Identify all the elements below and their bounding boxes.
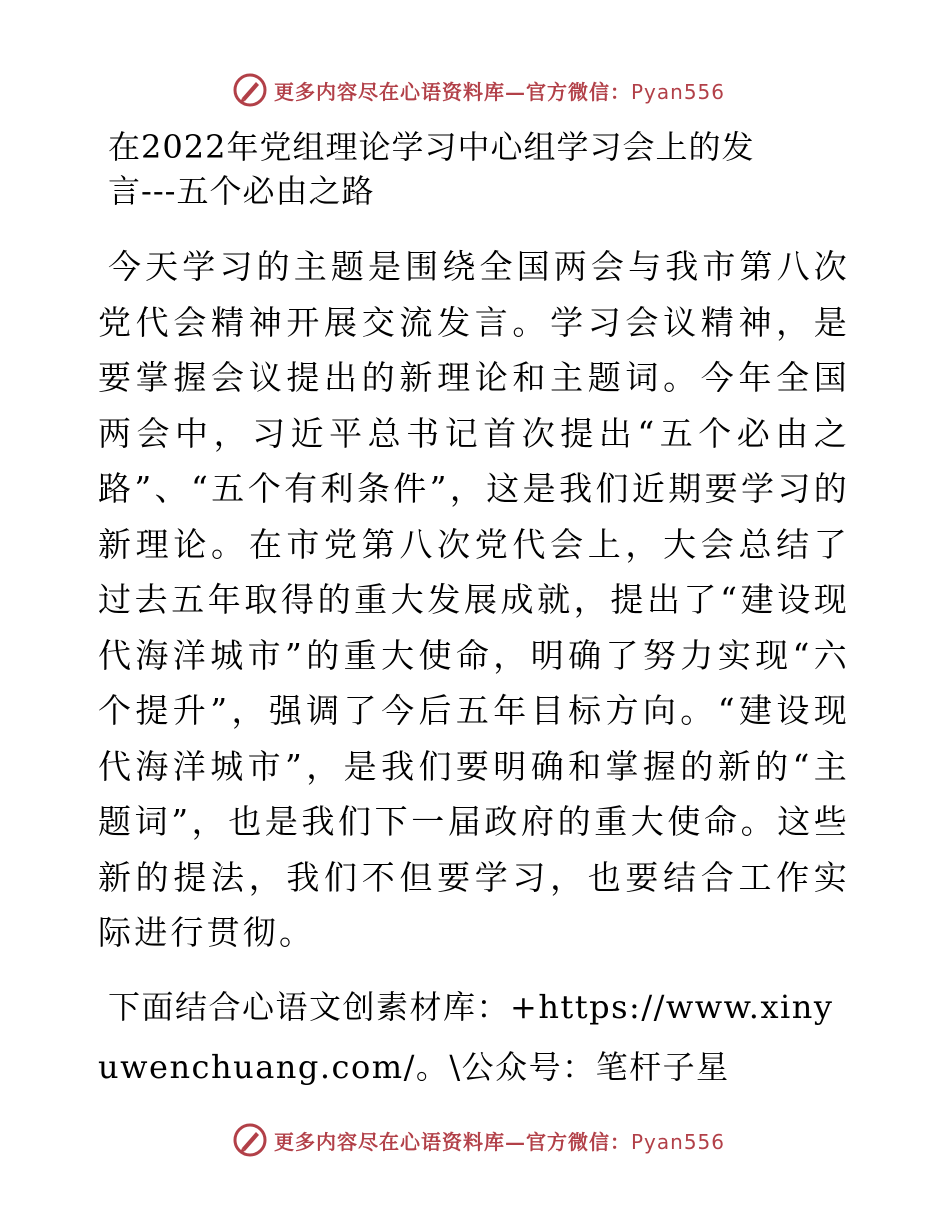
header-watermark [232,72,725,108]
watermark-wechat-id: Pyan556 [631,79,726,104]
pen-logo-icon [232,1122,268,1158]
watermark-text: 更多内容尽在心语资料库—官方微信：Pyan556 [274,1129,726,1154]
watermark-text: 更多内容尽在心语资料库—官方微信：Pyan556 [274,79,726,104]
document-body [98,125,858,1097]
body-paragraph: 下面结合心语文创素材库：+https://www.xinyuwenchuang.com/。\公众号：笔杆子星 [98,987,834,1086]
document-title: 在2022年党组理论学习中心组学习会上的发言---五个必由之路 [108,128,755,210]
body-paragraph: 今天学习的主题是围绕全国两会与我市第八次党代会精神开展交流发言。学习会议精神，是要掌握会议提出的新理论和主题词。今年全国两会中，习近平总书记首次提出“五个必由之路”、“五个有利条件”，这是我们近期要学习的新理论。在市党第八次党代会上，大会总结了过去五年取得的重大发展成就，提出了“建设现代海洋城市”的重大使命，明确了努力实现“六个提升”，强调了今后五年目标方向。“建设现代海洋城市”，是我们要明确和掌握的新的“主题词”，也是我们下一届政府的重大使命。这些新的提法，我们不但要学习，也要结合工作实际进行贯彻。 [98,247,850,952]
footer-watermark [232,1122,725,1158]
watermark-wechat-id: Pyan556 [631,1129,726,1154]
pen-logo-icon [232,72,268,108]
